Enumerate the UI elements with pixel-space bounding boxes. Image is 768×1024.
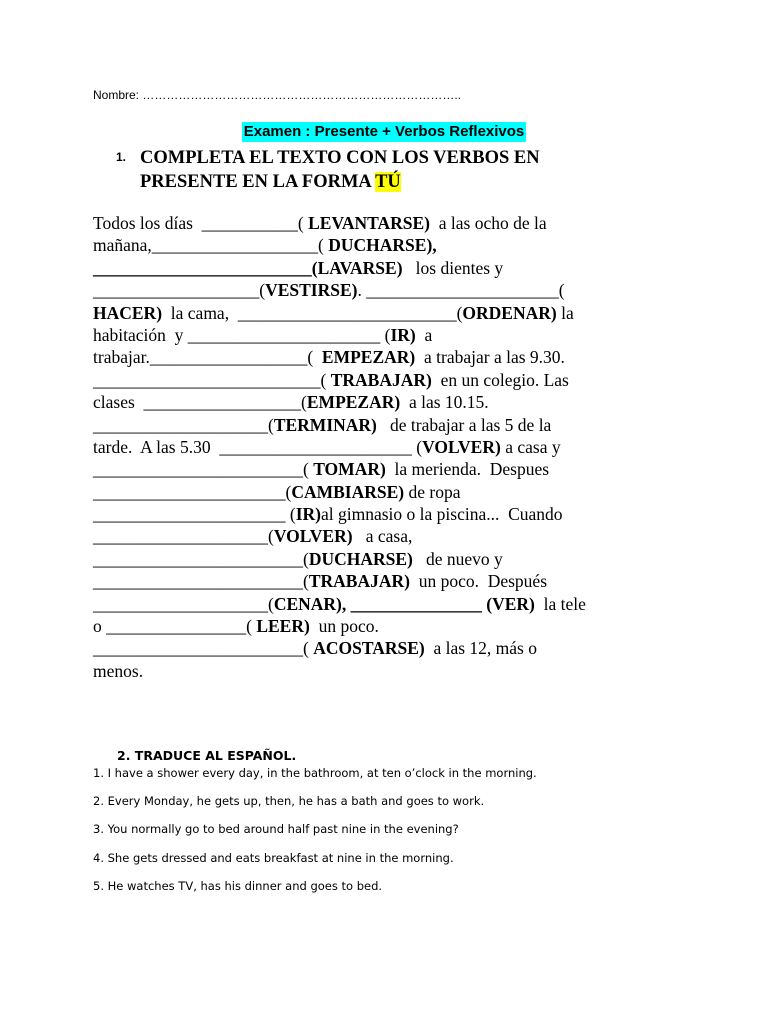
text-line: [93, 369, 683, 391]
section1-heading-line2: [140, 170, 660, 194]
text-segment: Todos los días ___________(: [93, 213, 309, 233]
verb-prompt: DUCHARSE): [308, 548, 413, 569]
text-segment: la: [556, 302, 574, 323]
name-field-label: Nombre: ……………………………………………………………………..: [93, 88, 462, 102]
exam-title: Examen : Presente + Verbos Reflexivos: [243, 123, 525, 140]
text-segment: ___________________(: [93, 280, 266, 301]
text-segment: de ropa: [404, 481, 461, 502]
text-segment: trabajar.__________________(: [93, 347, 322, 368]
text-segment: ____________________(: [93, 593, 274, 614]
text-segment: habitación y ______________________ (: [93, 324, 391, 345]
verb-prompt: CENAR), _______________ (VER): [273, 593, 535, 614]
section1-heading-line1: COMPLETA EL TEXTO CON LOS VERBOS EN: [140, 148, 540, 168]
text-line: [93, 458, 683, 480]
verb-prompt: TOMAR): [313, 459, 386, 480]
verb-prompt: TRABAJAR): [308, 571, 410, 592]
text-segment: la merienda. Despues: [385, 459, 550, 480]
text-line: [93, 548, 683, 570]
section2-heading: 2. TRADUCE AL ESPAÑOL.: [117, 748, 297, 763]
text-segment: a las 10.15.: [400, 392, 489, 413]
verb-prompt: ORDENAR): [462, 302, 557, 323]
text-segment: un poco.: [309, 616, 379, 637]
section1-heading: [140, 146, 660, 194]
verb-prompt: EMPEZAR): [306, 392, 401, 413]
text-line: [93, 481, 683, 503]
verb-prompt: VOLVER): [422, 436, 501, 457]
title-wrapper: [0, 122, 768, 142]
text-segment: en un colegio. Las: [431, 369, 569, 390]
text-segment: la tele: [534, 593, 586, 614]
verb-prompt: LEER): [256, 616, 310, 637]
verb-prompt: VESTIRSE): [265, 280, 358, 301]
verb-prompt: IR): [390, 324, 416, 345]
text-segment: a las 12, más o: [424, 638, 537, 659]
text-segment: de nuevo y: [412, 548, 503, 569]
text-segment: los dientes y: [402, 257, 504, 278]
text-segment: a trabajar a las 9.30.: [415, 347, 565, 368]
text-line: [93, 257, 683, 279]
highlighted-tu: TÚ: [375, 172, 401, 192]
verb-prompt: TERMINAR): [273, 414, 377, 435]
text-segment: . ______________________(: [357, 280, 565, 301]
text-segment: un poco. Después: [409, 571, 548, 592]
section1-number: 1.: [116, 150, 127, 164]
section1-heading-line2-text: PRESENTE EN LA FORMA: [140, 172, 376, 192]
text-line: [93, 414, 683, 436]
text-segment: a casa y: [500, 436, 561, 457]
text-segment: ______________________(: [93, 481, 292, 502]
fill-in-text: [93, 212, 683, 682]
text-line: [93, 234, 683, 256]
text-line: [93, 212, 683, 234]
verb-prompt: ACOSTARSE): [313, 638, 425, 659]
text-line: [93, 279, 683, 301]
verb-prompt: IR): [295, 504, 321, 525]
verb-prompt: TRABAJAR): [330, 369, 432, 390]
text-line: [93, 660, 683, 682]
text-segment: mañana,___________________(: [93, 235, 329, 256]
text-line: [93, 391, 683, 413]
text-segment: __________________________(: [93, 369, 331, 390]
text-segment: a las ocho de la: [429, 213, 547, 233]
text-line: [93, 324, 683, 346]
text-segment: o ________________(: [93, 616, 257, 637]
text-line: [93, 570, 683, 592]
text-line: [93, 503, 683, 525]
text-line: [93, 525, 683, 547]
verb-prompt: HACER): [93, 302, 163, 323]
text-segment: menos.: [93, 660, 144, 681]
text-segment: ________________________(: [93, 571, 309, 592]
text-segment: a: [415, 324, 433, 345]
text-segment: ________________________(: [93, 548, 309, 569]
text-segment: la cama, _________________________(: [162, 302, 463, 323]
verb-prompt: LEVANTARSE): [308, 213, 430, 233]
text-line: [93, 593, 683, 615]
text-segment: ______________________ (: [93, 504, 296, 525]
verb-prompt: CAMBIARSE): [291, 481, 405, 502]
verb-prompt: DUCHARSE),: [328, 235, 437, 256]
verb-prompt: EMPEZAR): [321, 347, 416, 368]
text-segment: al gimnasio o la piscina... Cuando: [320, 504, 563, 525]
text-segment: de trabajar a las 5 de la: [376, 414, 552, 435]
text-segment: a casa,: [352, 526, 413, 547]
translation-item: 2. Every Monday, he gets up, then, he has a bath and goes to work.: [93, 794, 485, 808]
verb-prompt: VOLVER): [273, 526, 353, 547]
translation-item: 3. You normally go to bed around half past nine in the evening?: [93, 822, 459, 836]
translation-item: 1. I have a shower every day, in the bathroom, at ten o’clock in the morning.: [93, 766, 537, 780]
text-line: [93, 637, 683, 659]
text-line: [93, 346, 683, 368]
translation-item: 5. He watches TV, has his dinner and goes to bed.: [93, 879, 383, 893]
text-segment: ________________________(: [93, 638, 314, 659]
text-line: [93, 436, 683, 458]
translation-item: 4. She gets dressed and eats breakfast at nine in the morning.: [93, 851, 454, 865]
text-segment: tarde. A las 5.30 ______________________ (: [93, 436, 423, 457]
verb-prompt: _________________________(LAVARSE): [93, 257, 403, 278]
text-segment: ____________________(: [93, 526, 274, 547]
text-segment: clases __________________(: [93, 392, 307, 413]
text-line: [93, 615, 683, 637]
text-segment: ____________________(: [93, 414, 274, 435]
text-segment: ________________________(: [93, 459, 314, 480]
text-line: [93, 302, 683, 324]
